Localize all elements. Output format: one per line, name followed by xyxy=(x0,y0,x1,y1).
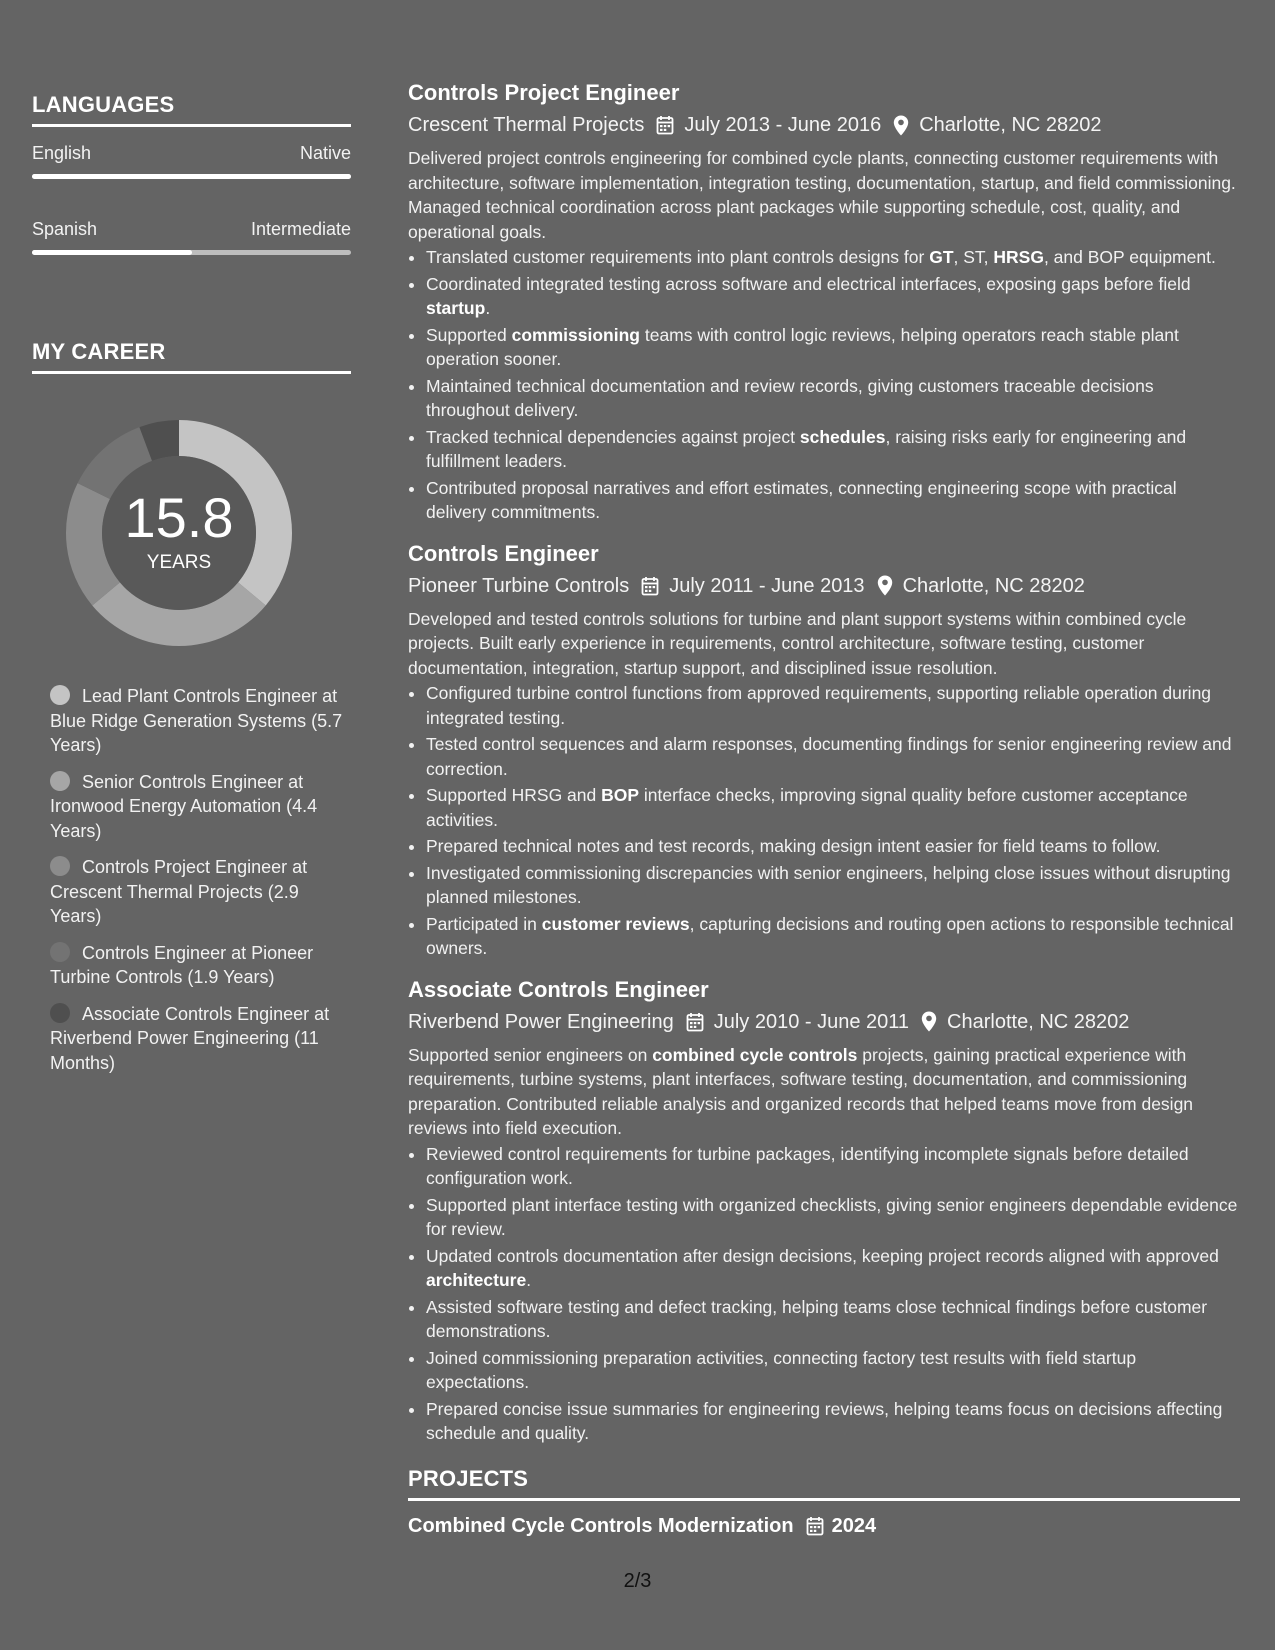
language-proficiency-fill xyxy=(32,174,351,179)
company-name: Crescent Thermal Projects xyxy=(408,114,645,136)
career-legend-text: Lead Plant Controls Engineer at Blue Ridge Generation Systems (5.7 Years) xyxy=(50,686,343,755)
job-bullet xyxy=(426,323,1240,372)
career-legend-text: Controls Project Engineer at Crescent Thermal Projects (2.9 Years) xyxy=(50,857,308,926)
experience-entry xyxy=(408,78,1240,525)
language-level: Native xyxy=(299,143,351,163)
bold-keyword: BOP xyxy=(601,785,640,805)
language-level: Intermediate xyxy=(250,219,351,239)
career-legend-text: Controls Engineer at Pioneer Turbine Controls (1.9 Years) xyxy=(50,942,314,987)
job-bullet xyxy=(426,1142,1240,1191)
job-bullet xyxy=(426,1193,1240,1242)
main-content xyxy=(408,78,1240,1541)
job-bullet xyxy=(426,1397,1240,1446)
language-row xyxy=(32,143,351,164)
text-run: Supported HRSG and xyxy=(426,785,602,805)
text-run: Participated in xyxy=(426,913,542,934)
text-run: Supported xyxy=(426,324,512,345)
language-proficiency-bar xyxy=(32,174,351,179)
language-item xyxy=(32,219,351,255)
job-bullet xyxy=(426,1244,1240,1293)
experience-entry xyxy=(408,539,1240,961)
text-run: teams with control logic reviews, helping operators reach stable plant operation sooner. xyxy=(426,324,1179,369)
text-run: . xyxy=(485,298,491,318)
text-run: Tracked technical dependencies against project xyxy=(426,426,800,447)
text-run: Configured turbine control functions from approved requirements, supporting reliable operation during integrated testing. xyxy=(426,683,1212,728)
job-bullet xyxy=(426,912,1240,961)
map-pin-icon xyxy=(921,1011,937,1032)
job-bullet xyxy=(426,681,1240,730)
text-run: Tested control sequences and alarm responses, documenting findings for senior engineering review and correction. xyxy=(426,734,1232,779)
job-bullets xyxy=(408,681,1240,961)
job-dates: July 2013 - June 2016 xyxy=(684,114,882,136)
job-location: Charlotte, NC 28202 xyxy=(919,114,1102,136)
career-legend-item xyxy=(50,770,351,844)
legend-dot xyxy=(50,771,70,791)
job-bullet xyxy=(426,1295,1240,1344)
job-title: Controls Engineer xyxy=(408,540,599,566)
job-bullet xyxy=(426,834,1240,859)
bold-keyword: commissioning xyxy=(511,324,640,345)
text-run: Investigated commissioning discrepancies with senior engineers, helping close issues without disrupting planned milestones. xyxy=(426,862,1231,907)
text-run: Contributed proposal narratives and effort estimates, connecting engineering scope with practical delivery commitments. xyxy=(426,477,1177,522)
text-run: Translated customer requirements into plant controls designs for xyxy=(426,247,930,267)
career-legend-text: Senior Controls Engineer at Ironwood Energy Automation (4.4 Years) xyxy=(50,771,318,841)
career-title: MY CAREER xyxy=(32,339,351,374)
bold-keyword: architecture xyxy=(426,1270,527,1290)
job-bullet xyxy=(426,783,1240,832)
language-row xyxy=(32,219,351,240)
job-bullet xyxy=(426,425,1240,474)
job-description: Developed and tested controls solutions for turbine and plant support systems within combined cycle projects. Built early experience in requirements, control architecture, software testing, customer documentation, integration, startup support, and disciplined issue resolution. xyxy=(408,608,1187,678)
page-number: 2/3 xyxy=(623,1570,652,1592)
projects-list xyxy=(408,1511,1240,1541)
job-bullet xyxy=(426,1346,1240,1395)
language-proficiency-fill xyxy=(32,250,192,255)
projects-section xyxy=(408,1466,1240,1541)
job-bullet xyxy=(426,732,1240,781)
language-name: English xyxy=(32,143,92,163)
calendar-icon xyxy=(686,1012,704,1032)
job-meta xyxy=(408,110,1240,140)
languages-title: LANGUAGES xyxy=(32,92,351,127)
map-pin-icon xyxy=(893,115,909,136)
job-meta xyxy=(408,571,1240,601)
projects-title: PROJECTS xyxy=(408,1466,1240,1501)
career-legend-item xyxy=(50,684,351,758)
language-name: Spanish xyxy=(32,219,98,239)
text-run: , capturing decisions and routing open actions to responsible technical owners. xyxy=(426,913,1234,958)
career-section xyxy=(32,339,351,1075)
career-legend-item xyxy=(50,941,351,990)
text-run: Assisted software testing and defect tracking, helping teams close technical findings before customer demonstrations. xyxy=(426,1296,1208,1341)
text-run: Joined commissioning preparation activities, connecting factory test results with field startup expectations. xyxy=(426,1347,1137,1392)
text-run: Reviewed control requirements for turbine packages, identifying incomplete signals before detailed configuration work. xyxy=(426,1143,1189,1188)
donut-center xyxy=(64,418,294,648)
bold-keyword: HRSG xyxy=(993,247,1044,267)
job-title: Controls Project Engineer xyxy=(408,80,680,105)
text-run: Supported senior engineers on xyxy=(408,1044,653,1065)
text-run: interface checks, improving signal quality before customer acceptance activities. xyxy=(426,785,1188,830)
calendar-icon xyxy=(641,576,659,596)
job-bullets xyxy=(408,1142,1240,1446)
job-dates: July 2010 - June 2011 xyxy=(713,1010,910,1033)
bold-keyword: GT xyxy=(929,247,954,267)
language-proficiency-bar xyxy=(32,250,351,255)
bold-keyword: schedules xyxy=(799,426,886,447)
company-name: Pioneer Turbine Controls xyxy=(408,574,630,597)
bold-keyword: combined cycle controls xyxy=(652,1044,858,1065)
project-name: Combined Cycle Controls Modernization xyxy=(408,1514,794,1537)
text-run: , raising risks early for engineering and fulfillment leaders. xyxy=(426,426,1187,471)
bold-keyword: startup xyxy=(426,298,486,318)
career-years-label: YEARS xyxy=(146,552,212,573)
languages-list xyxy=(32,143,351,255)
experience-list xyxy=(408,78,1240,1446)
career-legend-text: Associate Controls Engineer at Riverbend Power Engineering (11 Months) xyxy=(50,1003,330,1073)
legend-dot xyxy=(50,685,70,705)
text-run: , ST, xyxy=(953,247,994,267)
sidebar xyxy=(32,92,351,1087)
legend-dot xyxy=(50,942,70,962)
career-legend-item xyxy=(50,855,351,929)
legend-dot xyxy=(50,1003,70,1023)
text-run: projects, gaining practical experience with requirements, turbine systems, plant interfaces, software testing, documentation, and commissioning preparation. Contributed reliable analysis and organized records that helped teams move from design reviews into field execution. xyxy=(408,1044,1194,1138)
job-bullet xyxy=(426,861,1240,910)
text-run: Prepared concise issue summaries for engineering reviews, helping teams focus on decisions affecting schedule and quality. xyxy=(426,1398,1223,1443)
text-run: Coordinated integrated testing across software and electrical interfaces, exposing gaps before field xyxy=(426,273,1191,294)
job-bullet xyxy=(426,476,1240,525)
project-entry xyxy=(408,1511,1240,1541)
job-meta xyxy=(408,1007,1240,1037)
project-year: 2024 xyxy=(831,1514,877,1537)
legend-dot xyxy=(50,856,70,876)
bold-keyword: customer reviews xyxy=(541,913,690,934)
experience-entry xyxy=(408,975,1240,1446)
job-bullet xyxy=(426,272,1240,321)
calendar-icon xyxy=(656,115,674,135)
job-dates: July 2011 - June 2013 xyxy=(669,574,865,597)
map-pin-icon xyxy=(877,575,893,596)
text-run: , and BOP equipment. xyxy=(1043,247,1216,267)
calendar-icon xyxy=(806,1516,824,1536)
text-run: . xyxy=(526,1270,532,1290)
job-bullets xyxy=(408,245,1240,525)
job-location: Charlotte, NC 28202 xyxy=(947,1010,1130,1033)
job-bullet xyxy=(426,374,1240,423)
text-run: Updated controls documentation after design decisions, keeping project records aligned with approved xyxy=(426,1245,1219,1266)
career-total-years: 15.8 xyxy=(124,486,234,549)
career-legend xyxy=(50,684,351,1075)
career-donut-chart xyxy=(64,418,294,648)
job-location: Charlotte, NC 28202 xyxy=(902,574,1085,597)
job-description xyxy=(408,1043,1240,1141)
text-run: Maintained technical documentation and review records, giving customers traceable decisions throughout delivery. xyxy=(426,375,1154,420)
career-legend-item xyxy=(50,1002,351,1076)
text-run: Prepared technical notes and test records, making design intent easier for field teams to follow. xyxy=(426,836,1161,856)
text-run: Supported plant interface testing with organized checklists, giving senior engineers dependable evidence for review. xyxy=(426,1194,1238,1239)
job-bullet xyxy=(426,245,1240,270)
language-item xyxy=(32,143,351,179)
job-description: Delivered project controls engineering for combined cycle plants, connecting customer requirements with architecture, software implementation, integration testing, documentation, startup, and field commissioning. Managed technical coordination across plant packages while supporting schedule, cost, quality, and operational goals. xyxy=(408,148,1236,242)
job-title: Associate Controls Engineer xyxy=(408,976,709,1002)
company-name: Riverbend Power Engineering xyxy=(408,1010,674,1033)
